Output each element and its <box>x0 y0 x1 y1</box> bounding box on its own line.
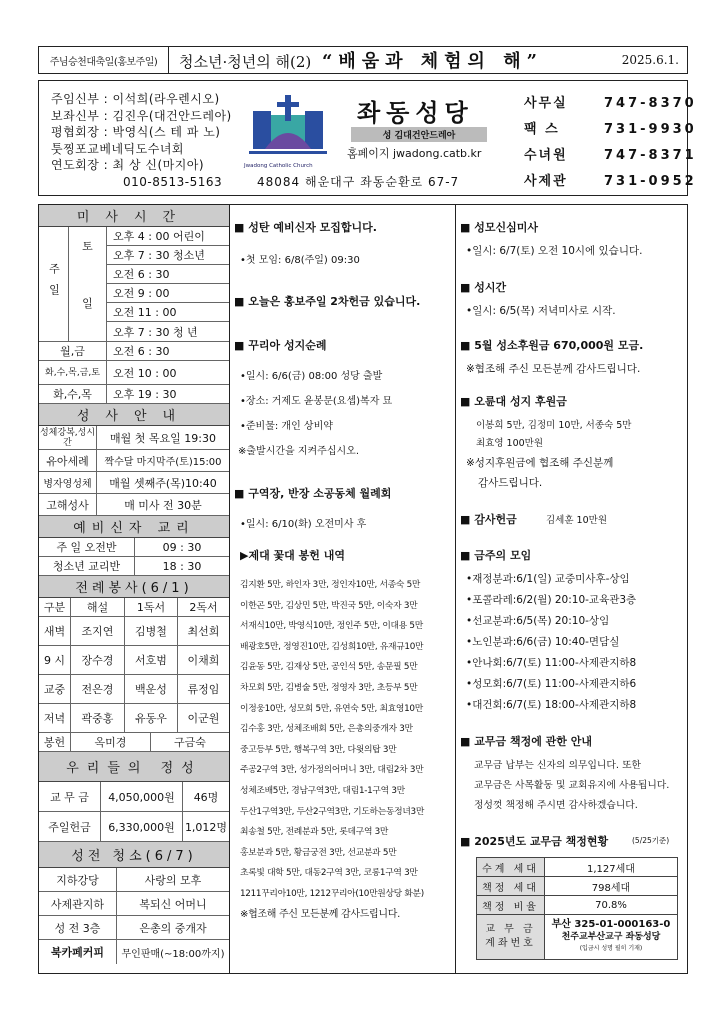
weekday-label: 화,수,목 <box>39 385 107 403</box>
notice-line: •일시: 6/7(토) 오전 10시에 있습니다. <box>466 245 643 257</box>
catechumen-row <box>39 538 229 557</box>
weekday-time: 오후 19 : 30 <box>113 388 177 401</box>
contact-number: 731-9930 <box>604 122 697 137</box>
notice-line: •장소: 거제도 윤봉문(요셉)복자 묘 <box>240 396 393 407</box>
meeting-line: •대건회:6/7(토) 18:00-사제관지하8 <box>466 699 637 711</box>
offering-amount: 4,050,000원 <box>101 782 183 811</box>
middle-column <box>230 204 456 974</box>
flower-donor-list <box>240 575 424 925</box>
notice-line: ※협조해 주신 모든분께 감사드립니다. <box>466 363 641 375</box>
offering-label: 주일헌금 <box>39 812 101 841</box>
sacrament-label: 유아세례 <box>39 450 97 471</box>
cleaning-row <box>39 868 229 892</box>
liturgy-head-cell: 2독서 <box>189 601 218 614</box>
sacrament-row <box>39 494 229 516</box>
offertory-name: 구금숙 <box>174 736 206 749</box>
cleaning-group: 은총의 중개자 <box>139 921 207 935</box>
liturgy-cell: 이채희 <box>187 654 220 667</box>
sacrament-label: 고해성사 <box>39 494 97 515</box>
catechumen-time: 18 : 30 <box>162 559 202 573</box>
logo-caption: Jwadong Catholic Church <box>244 163 313 169</box>
donor-line: 차모회 5만, 김병술 5만, 정영자 3만, 초등부 5만 <box>240 682 418 693</box>
liturgy-row <box>39 617 229 646</box>
liturgy-head <box>39 598 229 617</box>
liturgy-cell: 김병철 <box>125 617 178 645</box>
offering-row <box>39 782 229 812</box>
mass-times-title: 미사시간 <box>39 205 229 227</box>
contact-label: 사제관 <box>524 174 568 189</box>
church-homepage: 홈페이지 jwadong.catb.kr <box>347 147 482 160</box>
notice-line: •첫 모임: 6/8(주일) 09:30 <box>240 255 360 266</box>
meeting-line: •안나회:6/7(토) 11:00-사제관지하8 <box>466 657 637 669</box>
donor-line: 주공2구역 3만, 성가정의어머니 3만, 대림2차 3만 <box>240 765 424 776</box>
mass-time: 오후 4 : 00 어린이 <box>107 227 229 246</box>
notice-title: ■ 구역장, 반장 소공동체 월례회 <box>234 485 391 501</box>
liturgy-row <box>39 675 229 704</box>
theme-prefix: 청소년·청년의 해(2) <box>179 53 312 71</box>
account-number: 부산 325-01-000163-0 <box>551 919 671 930</box>
theme <box>169 47 543 73</box>
notice-title: ■ 5월 성소후원금 670,000원 모금. <box>460 337 643 353</box>
contact-number: 747-8371 <box>604 148 697 163</box>
catechumen-title: 예비신자 교리 <box>39 516 229 538</box>
cleaning-title: 성전 청소(6/7) <box>39 842 229 868</box>
liturgy-cell: 저녁 <box>39 704 71 732</box>
saturday-label: 토 <box>69 227 107 265</box>
staff-pastor: 주임신부 : 이석희(라우렌시오) <box>51 92 220 106</box>
offering-amount: 6,330,000원 <box>101 812 183 841</box>
cleaning-place: 북카페커피 <box>39 940 117 964</box>
offering-label: 교 무 금 <box>39 782 101 811</box>
liturgy-cell: 이군원 <box>187 712 220 725</box>
mass-time: 오전 11 : 00 <box>107 303 229 322</box>
offertory-label: 봉헌 <box>39 733 71 751</box>
cleaning-place: 성 전 3층 <box>39 916 117 939</box>
donor-line: 서재식10만, 박영식10만, 정인주 5만, 이대용 5만 <box>240 621 423 632</box>
mass-time: 오전 9 : 00 <box>107 284 229 303</box>
liturgical-day: 주님승천대축일(홍보주일) <box>39 47 169 73</box>
notice-line: 정성껏 책정해 주시면 감사하겠습니다. <box>474 800 638 811</box>
sunday-label: 주일 <box>39 227 69 341</box>
offering-count: 46명 <box>193 790 219 804</box>
cleaning-row <box>39 916 229 940</box>
catechumen-row <box>39 557 229 576</box>
sacrament-value: 매 미사 전 30분 <box>124 498 202 512</box>
stats-value: 1,127세대 <box>587 863 635 875</box>
liturgy-row <box>39 704 229 733</box>
weekday-mass-row <box>39 361 229 385</box>
notice-title: ■ 오륜대 성지 후원금 <box>460 393 567 409</box>
notice-title: ▶제대 꽃대 봉헌 내역 <box>240 549 345 562</box>
church-address: 48084 해운대구 좌동순환로 67-7 <box>257 175 460 189</box>
pledge-stats-table <box>476 857 678 960</box>
sacrament-row <box>39 450 229 472</box>
theme-title: “배움과 체험의 해” <box>322 51 543 72</box>
liturgy-cell: 전은경 <box>71 675 125 703</box>
liturgy-cell: 조지연 <box>71 617 125 645</box>
notice-line: 김세훈 10만원 <box>546 515 607 526</box>
stats-row <box>477 896 677 915</box>
header-bar <box>38 46 688 74</box>
donor-line: 배광호5만, 정영진10만, 김성희10만, 유재규10만 <box>240 641 424 652</box>
notice-line: ※성지후원금에 협조해 주신분께 <box>466 457 614 469</box>
sunday-mass-block <box>39 227 229 342</box>
meeting-line: •노인분과:6/6(금) 10:40-면담실 <box>466 636 620 648</box>
staff-council: 평협회장 : 박영식(스 테 파 노) <box>51 125 221 139</box>
notice-title: ■ 성탄 예비신자 모집합니다. <box>234 219 377 235</box>
staff-yeondo: 연도회장 : 최 상 신(마지아) <box>51 158 205 172</box>
church-patron: 성 김대건안드레아 <box>351 127 487 142</box>
sacrament-title: 성사안내 <box>39 404 229 426</box>
church-name: 좌동성당 <box>357 99 474 127</box>
stats-account-row <box>477 915 677 959</box>
mass-time: 오후 7 : 30 청소년 <box>107 246 229 265</box>
account-holder: 천주교부산교구 좌동성당 <box>561 932 661 942</box>
sacrament-row <box>39 426 229 450</box>
sacrament-label: 병자영성체 <box>39 472 97 493</box>
meeting-line: •선교분과:6/5(목) 20:10-상임 <box>466 615 610 627</box>
donor-line: 1211꾸리아10만, 1212꾸리아(10만원상당 화분) <box>240 888 424 899</box>
mass-time: 오후 7 : 30 청 년 <box>113 325 198 339</box>
sacrament-value: 짝수달 마지막주(토)15:00 <box>104 457 222 468</box>
liturgy-title: 전례봉사(6/1) <box>39 576 229 598</box>
stats-label: 책정 세대 <box>477 877 545 895</box>
sacrament-row <box>39 472 229 494</box>
mass-time: 오전 6 : 30 <box>107 265 229 284</box>
account-note: (입금시 성명 필히 기재) <box>579 945 643 952</box>
notice-line: 최효영 100만원 <box>476 438 544 449</box>
notice-line: 교무금 납부는 신자의 의무입니다. 또한 <box>474 760 641 771</box>
catechumen-label: 주 일 오전반 <box>39 538 135 556</box>
donor-line: 두산1구역3만, 두산2구역3만, 기도하는동정녀3만 <box>240 806 425 817</box>
liturgy-cell: 서호범 <box>125 646 178 674</box>
notice-title: ■ 감사헌금 <box>460 511 517 527</box>
notice-title: ■ 성모신심미사 <box>460 219 538 235</box>
liturgy-cell: 교중 <box>39 675 71 703</box>
notice-line: •일시: 6/10(화) 오전미사 후 <box>240 519 367 530</box>
liturgy-row <box>39 646 229 675</box>
stats-label: 수계 세대 <box>477 858 545 876</box>
church-logo-icon <box>247 93 329 161</box>
contact-row <box>524 91 697 117</box>
liturgy-cell: 9 시 <box>39 646 71 674</box>
stats-row <box>477 858 677 877</box>
staff-sisters: 툿찡포교베네딕도수녀회 <box>51 141 185 156</box>
donor-line: 이한곤 5만, 김상민 5만, 박진국 5만, 이숙자 3만 <box>240 600 418 611</box>
notice-title: ■ 성시간 <box>460 279 506 295</box>
notice-line: 교무금은 사목활동 및 교회유지에 사용됩니다. <box>474 780 670 791</box>
offering-row <box>39 812 229 842</box>
sacrament-label: 성체강복,성시간 <box>39 427 96 448</box>
cleaning-group: 무인판매(~18:00까지) <box>121 948 225 960</box>
liturgy-head-cell: 구분 <box>39 598 71 616</box>
liturgy-head-cell: 해설 <box>71 598 125 616</box>
left-column <box>38 204 230 974</box>
liturgy-head-cell: 1독서 <box>125 598 178 616</box>
notice-line: •준비물: 개인 상비약 <box>240 421 333 432</box>
notice-title: ■ 2025년도 교무금 책정현황 <box>460 833 608 849</box>
stats-label: 책정 비율 <box>477 896 545 914</box>
offertory-name: 옥미경 <box>71 733 151 751</box>
cleaning-row <box>39 940 229 964</box>
stats-value: 798세대 <box>591 882 631 894</box>
liturgy-cell: 류정임 <box>187 683 220 696</box>
day-label: 일 <box>69 265 107 341</box>
offertory-row <box>39 733 229 752</box>
contact-row <box>524 169 697 195</box>
donor-line: 최송철 5만, 전례분과 5만, 롯데구역 3만 <box>240 827 389 838</box>
donor-line: 초록빛 대학 5만, 대동2구역 3만, 코롱1구역 3만 <box>240 868 418 879</box>
staff-list <box>51 91 232 190</box>
donor-line: 김윤동 5만, 김재상 5만, 공인석 5만, 송문필 5만 <box>240 662 418 673</box>
donor-line: 성체조배5만, 경남구역3만, 대림1-1구역 3만 <box>240 785 405 796</box>
donor-line: 김지환 5만, 하인자 3만, 정인자10만, 서종숙 5만 <box>240 580 421 590</box>
account-label: 교 무 금 계좌번호 <box>477 915 545 959</box>
contact-label: 수녀원 <box>524 148 568 163</box>
liturgy-cell: 장수경 <box>71 646 125 674</box>
contact-label: 사무실 <box>524 96 568 111</box>
liturgy-cell: 유동우 <box>125 704 178 732</box>
contact-row <box>524 117 697 143</box>
notice-line: 감사드립니다. <box>478 477 543 489</box>
contact-row <box>524 143 697 169</box>
sacrament-value: 매월 첫 목요일 19:30 <box>110 431 216 445</box>
weekday-time: 오전 10 : 00 <box>113 366 177 380</box>
liturgy-cell: 백운성 <box>125 675 178 703</box>
staff-phone: 010-8513-5163 <box>123 174 223 189</box>
donor-line: 김수홍 3만, 성체조배회 5만, 은총의중개자 3만 <box>240 724 413 735</box>
stats-value: 70.8% <box>595 899 627 911</box>
cleaning-row <box>39 892 229 916</box>
notice-date: (5/25기준) <box>632 836 670 845</box>
notice-line: 이봉희 5만, 김정미 10만, 서종숙 5만 <box>476 420 632 431</box>
weekday-mass-row <box>39 342 229 361</box>
staff-assistant: 보좌신부 : 김진우(대건안드레아) <box>51 108 232 123</box>
donor-line: 중고등부 5만, 행복구역 3만, 다윗의탑 3만 <box>240 744 397 755</box>
weekday-mass-row <box>39 385 229 404</box>
catechumen-label: 청소년 교리반 <box>39 557 135 575</box>
notice-line: •일시: 6/5(목) 저녁미사로 시작. <box>466 305 616 317</box>
cleaning-group: 복되신 어머니 <box>139 897 207 911</box>
cleaning-place: 지하강당 <box>39 868 117 891</box>
meeting-line: •재정분과:6/1(일) 교중미사후-상임 <box>466 573 630 585</box>
weekday-label: 화,수,목,금,토 <box>39 361 107 384</box>
liturgy-cell: 새벽 <box>39 617 71 645</box>
contact-list <box>524 91 697 195</box>
notice-line: •일시: 6/6(금) 08:00 성당 출발 <box>240 371 383 382</box>
liturgy-cell: 최선희 <box>187 625 220 638</box>
liturgy-cell: 곽중홍 <box>71 704 125 732</box>
cleaning-place: 사제관지하 <box>39 892 117 915</box>
offering-title: 우리들의 정성 <box>39 752 229 782</box>
contact-label: 팩 스 <box>524 122 560 137</box>
meeting-line: •포콜라레:6/2(월) 20:10-교육관3층 <box>466 594 637 606</box>
notice-line: ※출발시간을 지켜주십시오. <box>238 446 359 457</box>
notice-title: ■ 교무금 책정에 관한 안내 <box>460 733 592 749</box>
weekday-time: 오전 6 : 30 <box>113 345 170 358</box>
offering-count: 1,012명 <box>184 820 228 834</box>
donor-line: 이정웅10만, 성모회 5만, 유연숙 5만, 최효영10만 <box>240 703 423 714</box>
stats-row <box>477 877 677 896</box>
notice-title: ■ 금주의 모임 <box>460 547 531 563</box>
sacrament-value: 매월 셋째주(목)10:40 <box>109 476 217 490</box>
weekday-label: 월,금 <box>39 342 107 360</box>
notice-title: ■ 오늘은 홍보주일 2차헌금 있습니다. <box>234 293 420 309</box>
contact-number: 731-0952 <box>604 174 697 189</box>
contact-number: 747-8370 <box>604 96 697 111</box>
church-info <box>38 80 697 196</box>
donor-line: ※협조해 주신 모든분께 감사드립니다. <box>240 908 400 920</box>
cleaning-group: 사랑의 모후 <box>144 873 202 887</box>
bulletin-date: 2025.6.1. <box>621 53 679 67</box>
notice-title: ■ 꾸리아 성지순례 <box>234 337 326 353</box>
catechumen-time: 09 : 30 <box>162 540 202 554</box>
donor-line: 홍보분과 5만, 황금궁전 3만, 선교분과 5만 <box>240 847 397 858</box>
meeting-line: •성모회:6/7(토) 11:00-사제관지하6 <box>466 678 637 690</box>
